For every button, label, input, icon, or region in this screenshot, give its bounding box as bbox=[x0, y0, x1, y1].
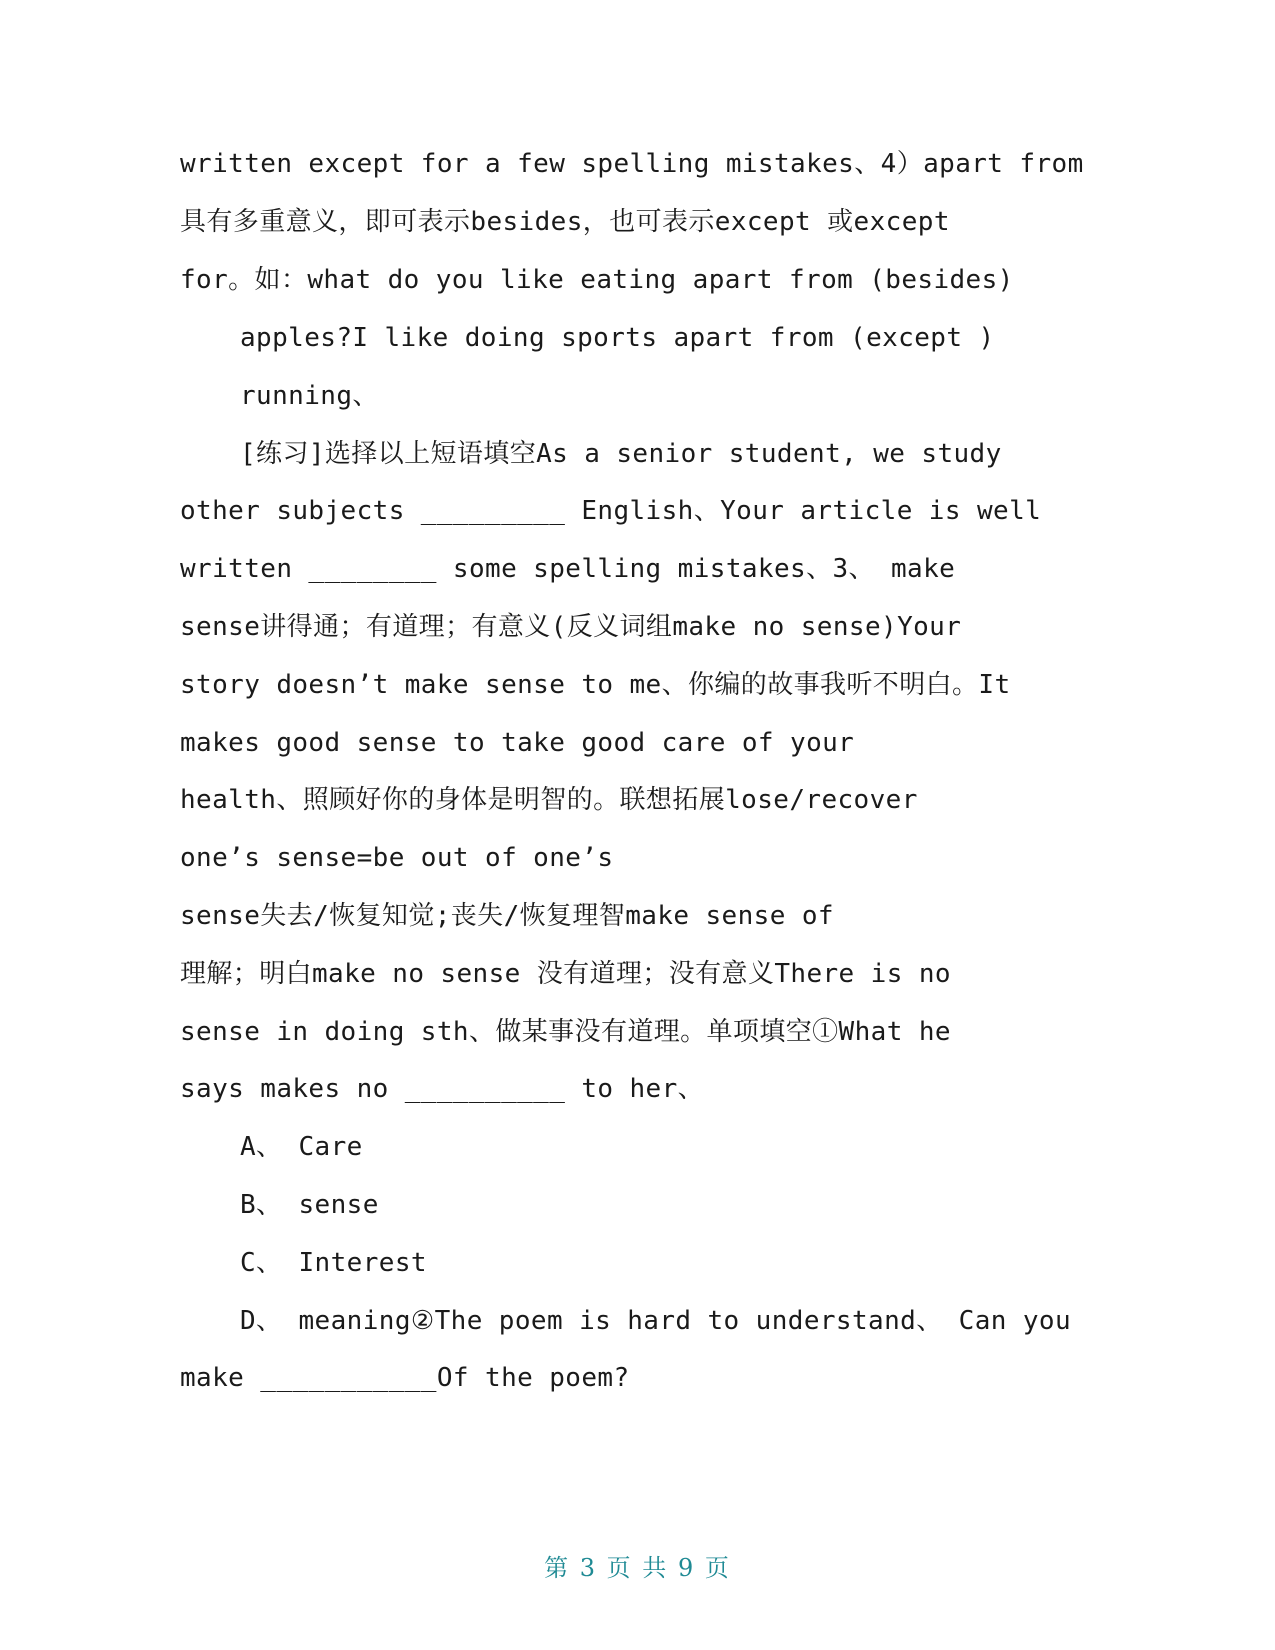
text-line: 理解；明白make no sense 没有道理；没有意义There is no bbox=[180, 959, 951, 989]
text-line: sense讲得通；有道理；有意义(反义词组make no sense)Your bbox=[180, 612, 962, 642]
text-line: one’s sense=be out of one’s bbox=[180, 843, 614, 873]
text-line: written except for a few spelling mistakes、4）apart from bbox=[180, 149, 1084, 179]
option-b: B、 sense bbox=[240, 1190, 379, 1220]
text-line: [练习]选择以上短语填空As a senior student, we study bbox=[240, 439, 1002, 469]
text-line: sense in doing sth、做某事没有道理。单项填空①What he bbox=[180, 1017, 951, 1047]
text-line: apples?I like doing sports apart from (except ) bbox=[240, 323, 995, 353]
text-line: written ________ some spelling mistakes、3、 make bbox=[180, 554, 956, 584]
text-line: makes good sense to take good care of your bbox=[180, 728, 855, 758]
text-line: running、 bbox=[240, 381, 379, 411]
option-c: C、 Interest bbox=[240, 1248, 427, 1278]
option-a: A、 Care bbox=[240, 1132, 363, 1162]
text-line: for。如：what do you like eating apart from (besides) bbox=[180, 265, 1014, 295]
page-footer: 第 3 页 共 9 页 bbox=[544, 1554, 731, 1582]
text-line: make ___________Of the poem? bbox=[180, 1363, 630, 1393]
option-d: D、 meaning②The poem is hard to understand、 Can you bbox=[240, 1306, 1072, 1336]
text-line: health、照顾好你的身体是明智的。联想拓展lose/recover bbox=[180, 785, 918, 815]
text-line: other subjects _________ English、Your article is well bbox=[180, 496, 1042, 526]
text-line: says makes no __________ to her、 bbox=[180, 1074, 705, 1104]
text-line: sense失去/恢复知觉;丧失/恢复理智make sense of bbox=[180, 901, 834, 931]
text-line: 具有多重意义，即可表示besides，也可表示except 或except bbox=[180, 207, 950, 237]
text-line: story doesn’t make sense to me、你编的故事我听不明白。It bbox=[180, 670, 1011, 700]
